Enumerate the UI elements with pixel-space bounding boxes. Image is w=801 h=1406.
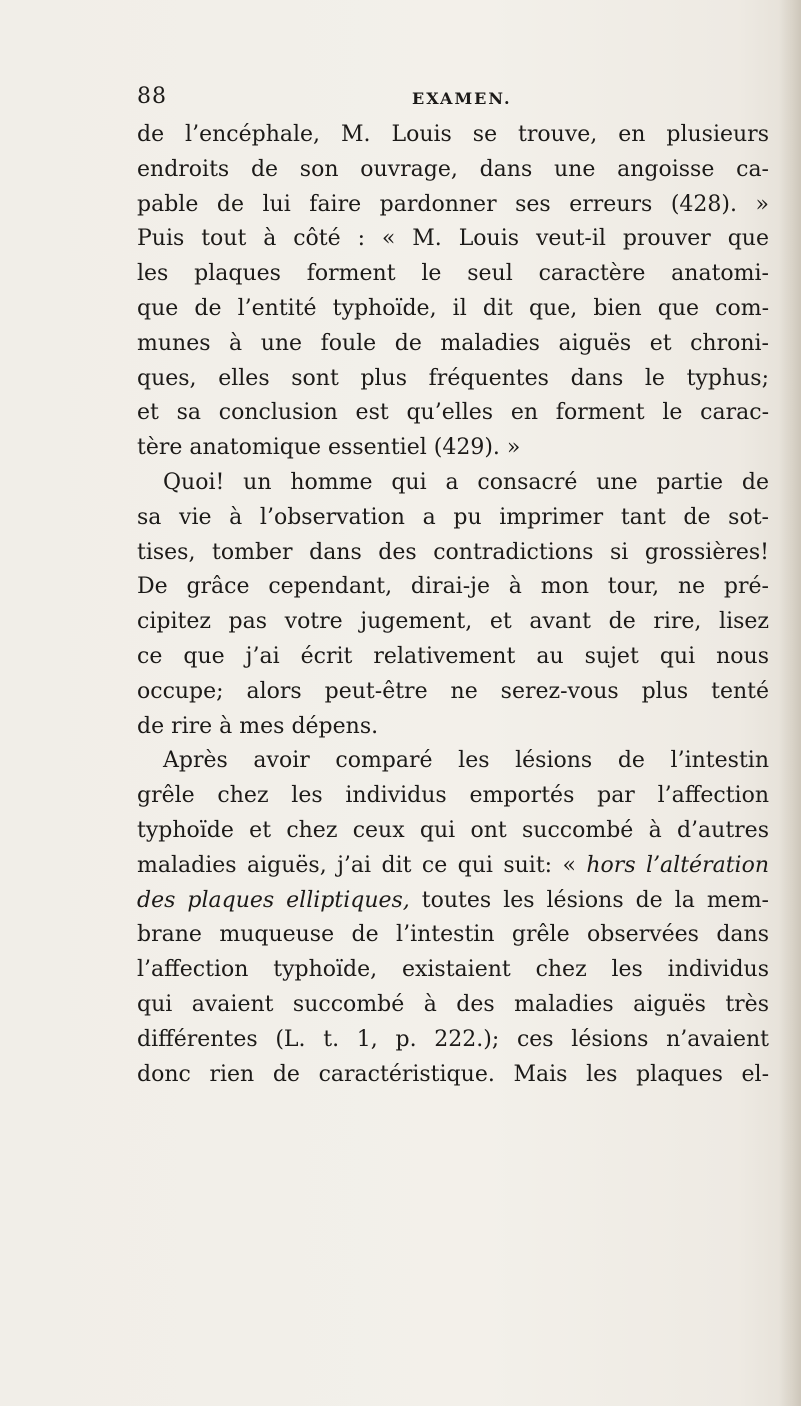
text-line: Puis tout à côté : « M. Louis veut-il prouver que — [137, 226, 769, 252]
text-line: sa vie à l’observation a pu imprimer tant de sot- — [137, 504, 769, 530]
text-line: donc rien de caractéristique. Mais les plaques el- — [137, 1061, 769, 1087]
text-line: qui avaient succombé à des maladies aiguës très — [137, 991, 769, 1017]
text-line: grêle chez les individus emportés par l’affection — [137, 783, 769, 809]
text-line: endroits de son ouvrage, dans une angoisse ca- — [137, 156, 769, 182]
page-number: 88 — [137, 84, 167, 109]
text-line: tère anatomique essentiel (429). » — [137, 435, 521, 461]
page-edge-shadow — [779, 0, 801, 1406]
text-segment: toutes les lésions de la mem- — [409, 887, 769, 913]
text-line: Après avoir comparé les lésions de l’intestin — [163, 748, 769, 774]
text-line: différentes (L. t. 1, p. 222.); ces lésions n’avaient — [137, 1026, 769, 1052]
text-line: occupe; alors peut-être ne serez-vous plus tenté — [137, 678, 769, 704]
text-line: tises, tomber dans des contradictions si grossières! — [137, 539, 769, 565]
text-segment: maladies aiguës, j’ai dit ce qui suit: « — [137, 852, 587, 878]
running-head: EXAMEN. — [412, 89, 512, 108]
body-text — [137, 118, 769, 1092]
text-line: que de l’entité typhoïde, il dit que, bien que com- — [137, 295, 769, 321]
text-line: de rire à mes dépens. — [137, 713, 379, 739]
text-line: ques, elles sont plus fréquentes dans le typhus; — [137, 365, 769, 391]
text-line: De grâce cependant, dirai-je à mon tour, ne pré- — [137, 574, 769, 600]
italic-text: hors l’altération — [586, 852, 769, 878]
text-line: l’affection typhoïde, existaient chez les individus — [137, 957, 769, 983]
text-line-with-italic — [137, 884, 769, 919]
text-line: pable de lui faire pardonner ses erreurs (428). » — [137, 191, 769, 217]
text-line: typhoïde et chez ceux qui ont succombé à d’autres — [137, 817, 769, 843]
text-line: brane muqueuse de l’intestin grêle observées dans — [137, 922, 769, 948]
text-line: munes à une foule de maladies aiguës et chroni- — [137, 330, 769, 356]
text-line: Quoi! un homme qui a consacré une partie de — [163, 469, 769, 495]
text-line-with-italic — [137, 849, 769, 884]
italic-text: des plaques elliptiques, — [137, 887, 410, 913]
text-line: et sa conclusion est qu’elles en forment le carac- — [137, 400, 769, 426]
text-line: de l’encéphale, M. Louis se trouve, en plusieurs — [137, 122, 769, 147]
text-line: cipitez pas votre jugement, et avant de rire, lisez — [137, 609, 769, 635]
text-line: les plaques forment le seul caractère anatomi- — [137, 261, 769, 287]
text-line: ce que j’ai écrit relativement au sujet qui nous — [137, 643, 769, 669]
